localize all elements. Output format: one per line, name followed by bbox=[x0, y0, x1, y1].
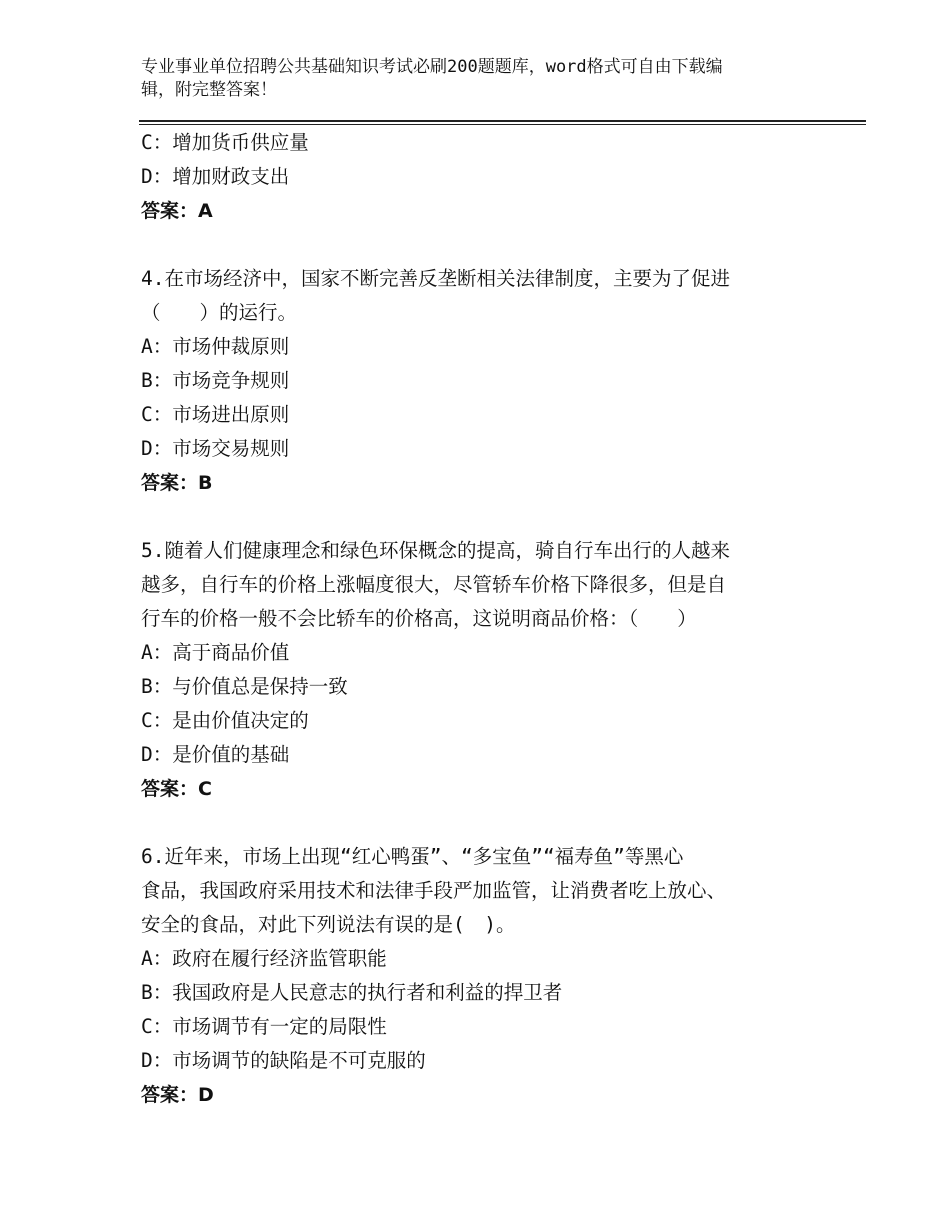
question-stem-line: 5.随着人们健康理念和绿色环保概念的提高，骑自行车出行的人越来 bbox=[141, 539, 730, 562]
option-d: D：市场调节的缺陷是不可克服的 bbox=[141, 1049, 426, 1072]
question-stem-line: 行车的价格一般不会比轿车的价格高，这说明商品价格：（ ） bbox=[141, 607, 697, 630]
question-stem-line: 越多，自行车的价格上涨幅度很大，尽管轿车价格下降很多，但是自 bbox=[141, 573, 727, 596]
option-d: D：增加财政支出 bbox=[141, 165, 290, 188]
answer-line: 答案：D bbox=[141, 1084, 214, 1106]
answer-line: 答案：A bbox=[141, 200, 213, 222]
option-c: C：市场调节有一定的局限性 bbox=[141, 1015, 387, 1038]
option-b: B：与价值总是保持一致 bbox=[141, 675, 348, 698]
question-list bbox=[141, 126, 821, 1112]
option-b: B：我国政府是人民意志的执行者和利益的捍卫者 bbox=[141, 981, 563, 1004]
spacer bbox=[141, 500, 821, 534]
document-header bbox=[141, 56, 801, 102]
option-a: A：市场仲裁原则 bbox=[141, 335, 290, 358]
question-4 bbox=[141, 262, 821, 500]
header-divider-thick bbox=[139, 120, 866, 122]
question-6 bbox=[141, 840, 821, 1112]
question-stem-line: 安全的食品，对此下列说法有误的是( )。 bbox=[141, 913, 516, 936]
spacer bbox=[141, 228, 821, 262]
answer-line: 答案：C bbox=[141, 778, 212, 800]
option-c: C：市场进出原则 bbox=[141, 403, 290, 426]
option-c: C：是由价值决定的 bbox=[141, 709, 309, 732]
option-a: A：高于商品价值 bbox=[141, 641, 290, 664]
option-a: A：政府在履行经济监管职能 bbox=[141, 947, 387, 970]
header-line-1: 专业事业单位招聘公共基础知识考试必刷200题题库，word格式可自由下载编 bbox=[141, 57, 723, 77]
spacer bbox=[141, 806, 821, 840]
question-stem-line: 6.近年来，市场上出现“红心鸭蛋”、“多宝鱼”“福寿鱼”等黑心 bbox=[141, 845, 684, 868]
option-b: B：市场竞争规则 bbox=[141, 369, 290, 392]
option-c: C：增加货币供应量 bbox=[141, 131, 309, 154]
option-d: D：是价值的基础 bbox=[141, 743, 290, 766]
option-d: D：市场交易规则 bbox=[141, 437, 290, 460]
header-line-2: 辑，附完整答案！ bbox=[141, 80, 277, 100]
question-stem-line: （ ）的运行。 bbox=[141, 301, 298, 324]
question-stem-line: 食品，我国政府采用技术和法律手段严加监管，让消费者吃上放心、 bbox=[141, 879, 727, 902]
question-stem-line: 4.在市场经济中，国家不断完善反垄断相关法律制度，主要为了促进 bbox=[141, 267, 730, 290]
answer-line: 答案：B bbox=[141, 472, 213, 494]
question-5 bbox=[141, 534, 821, 806]
header-divider-thin bbox=[139, 124, 866, 125]
question-3-tail bbox=[141, 126, 821, 228]
